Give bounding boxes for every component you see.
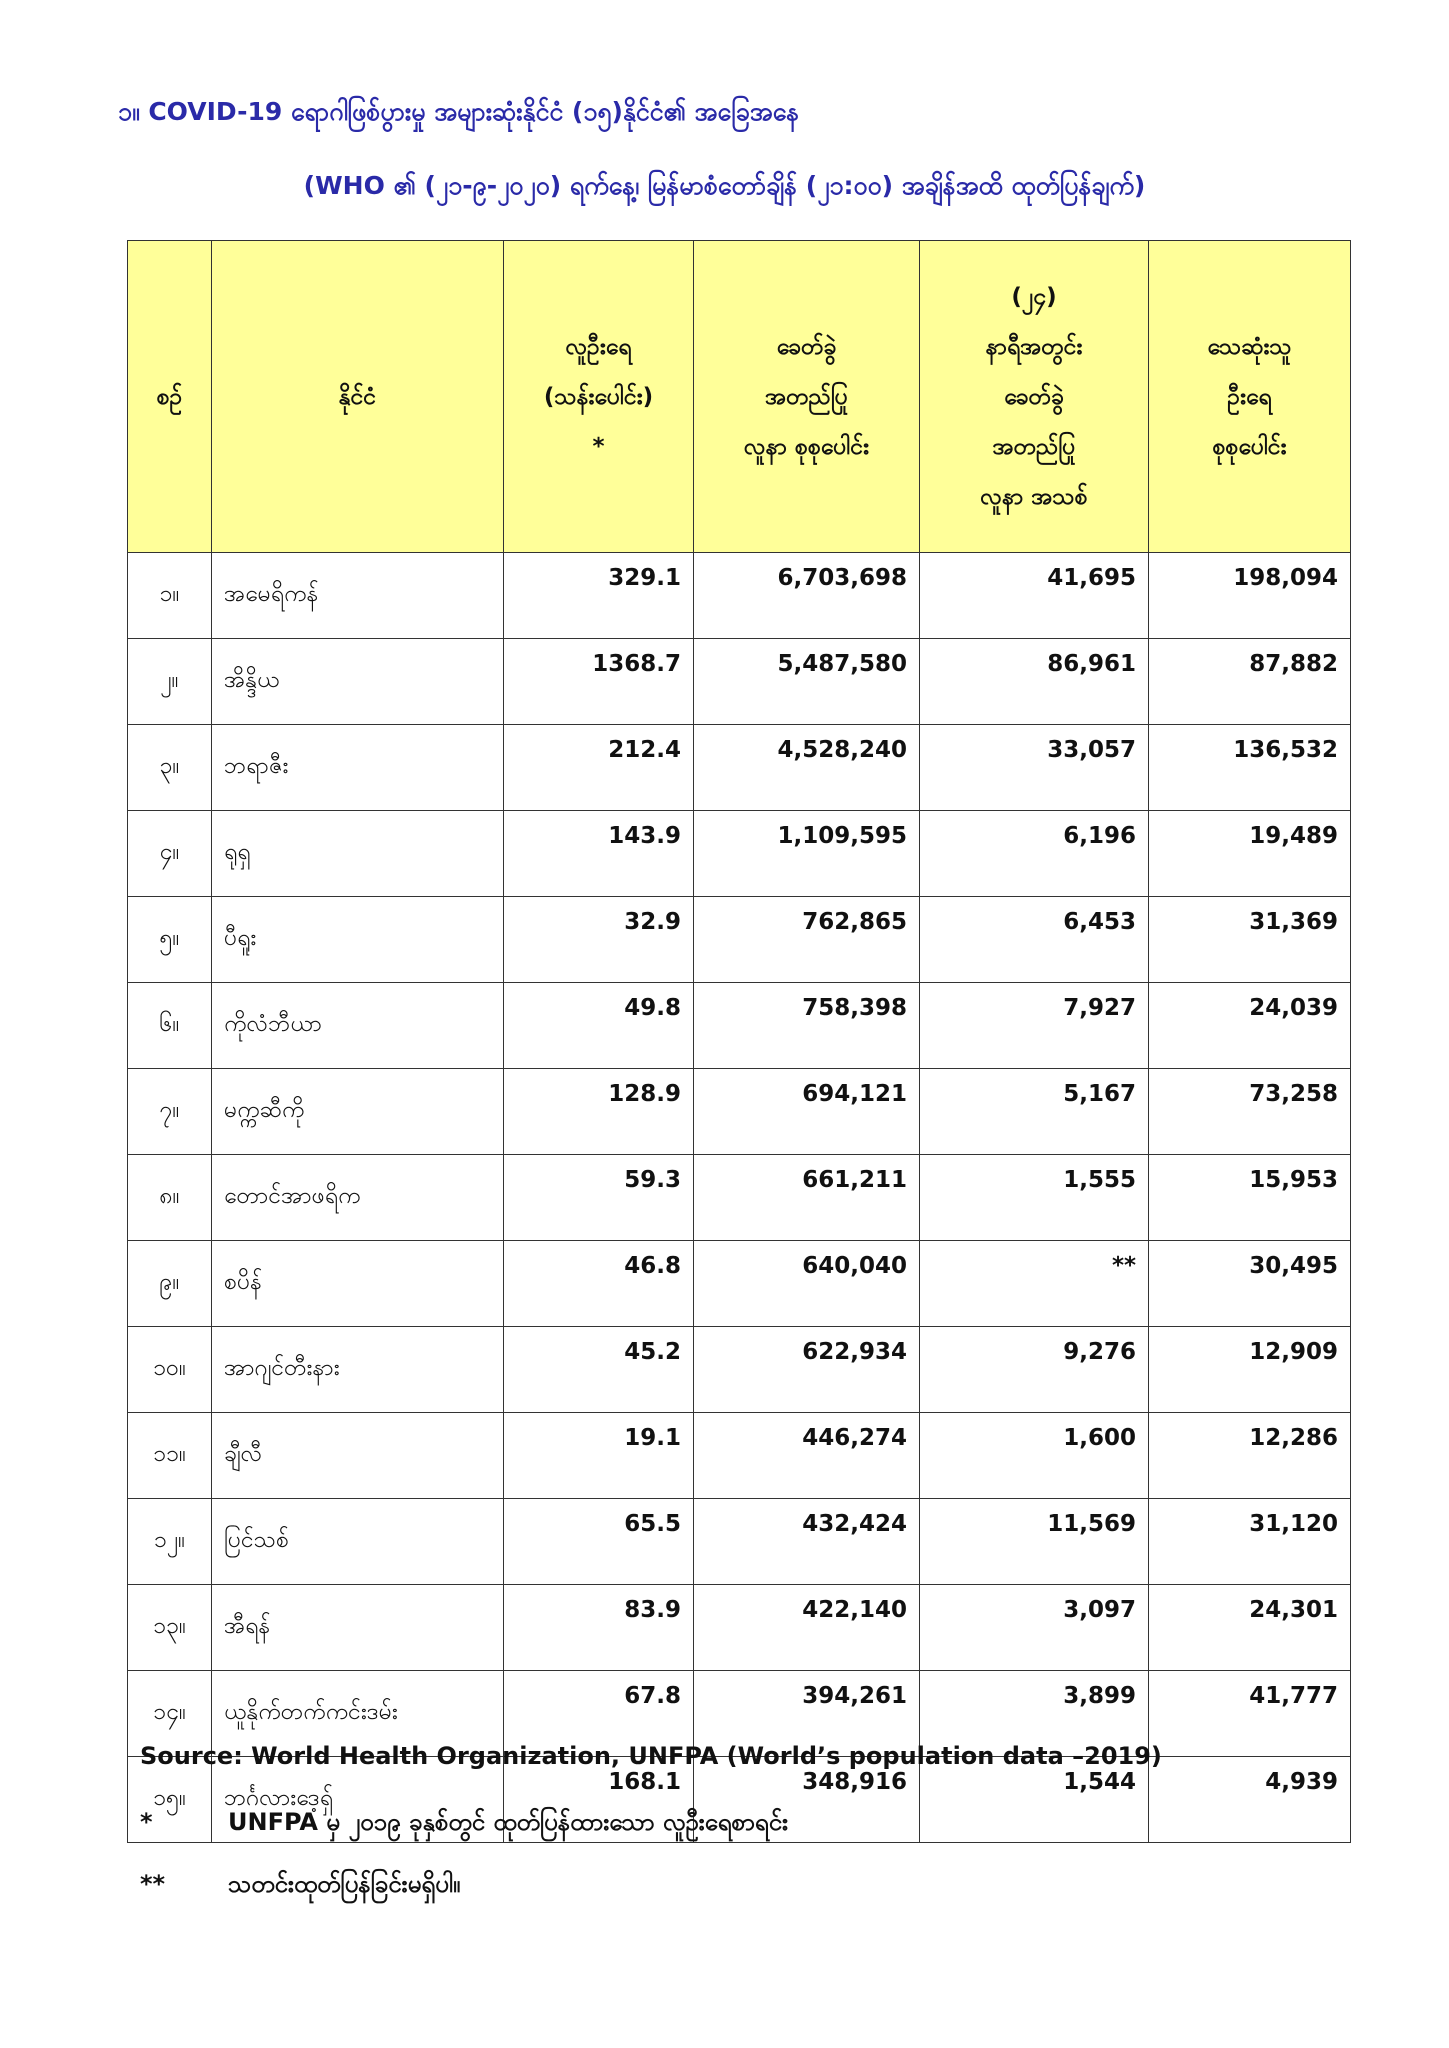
cell-country: မက္ကဆီကို (212, 1069, 504, 1155)
cell-new-cases: 6,453 (920, 897, 1149, 983)
cell-country: ချီလီ (212, 1413, 504, 1499)
table-row (128, 1155, 1351, 1241)
cell-country: ရုရှ (212, 811, 504, 897)
cell-population: 65.5 (504, 1499, 694, 1585)
cell-deaths: 198,094 (1149, 553, 1351, 639)
cell-new-cases: ** (920, 1241, 1149, 1327)
cell-new-cases: 1,555 (920, 1155, 1149, 1241)
cell-country: စပိန် (212, 1241, 504, 1327)
cell-deaths: 12,286 (1149, 1413, 1351, 1499)
cell-new-cases: 86,961 (920, 639, 1149, 725)
cell-total-cases: 432,424 (694, 1499, 920, 1585)
table-row (128, 1585, 1351, 1671)
cell-no: ၂။ (128, 639, 212, 725)
cell-country: ပီရူး (212, 897, 504, 983)
cell-new-cases: 5,167 (920, 1069, 1149, 1155)
table-row (128, 553, 1351, 639)
cell-country: ဘရာဇီး (212, 725, 504, 811)
table-row (128, 1327, 1351, 1413)
cell-no: ၁၄။ (128, 1671, 212, 1757)
footnote-text: သတင်းထုတ်ပြန်ခြင်းမရှိပါ။ (228, 1870, 461, 1898)
cell-total-cases: 6,703,698 (694, 553, 920, 639)
cell-new-cases: 1,544 (920, 1757, 1149, 1843)
cell-deaths: 24,301 (1149, 1585, 1351, 1671)
cell-population: 168.1 (504, 1757, 694, 1843)
cell-population: 32.9 (504, 897, 694, 983)
header-deaths: သေဆုံးသူ ဦးရေ စုစုပေါင်း (1149, 241, 1351, 553)
cell-no: ၉။ (128, 1241, 212, 1327)
cell-no: ၁၀။ (128, 1327, 212, 1413)
cell-total-cases: 661,211 (694, 1155, 920, 1241)
cell-population: 67.8 (504, 1671, 694, 1757)
cell-deaths: 136,532 (1149, 725, 1351, 811)
cell-country: အာဂျင်တီးနား (212, 1327, 504, 1413)
cell-no: ၃။ (128, 725, 212, 811)
cell-deaths: 24,039 (1149, 983, 1351, 1069)
footnote-mark: * (140, 1808, 153, 1836)
cell-new-cases: 7,927 (920, 983, 1149, 1069)
cell-total-cases: 5,487,580 (694, 639, 920, 725)
cell-country: ပြင်သစ် (212, 1499, 504, 1585)
cell-total-cases: 4,528,240 (694, 725, 920, 811)
cell-country: အမေရိကန် (212, 553, 504, 639)
footnote-text: UNFPA မှ ၂၀၁၉ ခုနှစ်တွင် ထုတ်ပြန်ထားသော လူဦးရေစာရင်း (228, 1808, 789, 1836)
cell-country: ယူနိုက်တက်ကင်းဒမ်း (212, 1671, 504, 1757)
page-subtitle: (WHO ၏ (၂၁-၉-၂၀၂၀) ရက်နေ့၊ မြန်မာစံတော်ချိန် (၂၁:၀၀) အချိန်အထိ ထုတ်ပြန်ချက်) (303, 171, 1146, 200)
page-title: ၁။ COVID-19 ရောဂါဖြစ်ပွားမှု အများဆုံးနိုင်ငံ (၁၅)နိုင်ငံ၏ အခြေအနေ (118, 97, 800, 126)
table-row (128, 1241, 1351, 1327)
cell-population: 59.3 (504, 1155, 694, 1241)
cell-population: 46.8 (504, 1241, 694, 1327)
cell-new-cases: 3,097 (920, 1585, 1149, 1671)
cell-total-cases: 758,398 (694, 983, 920, 1069)
cell-population: 83.9 (504, 1585, 694, 1671)
cell-deaths: 31,120 (1149, 1499, 1351, 1585)
cell-country: ကိုလံဘီယာ (212, 983, 504, 1069)
header-row (128, 241, 1351, 553)
cell-deaths: 12,909 (1149, 1327, 1351, 1413)
cell-no: ၁၂။ (128, 1499, 212, 1585)
cell-population: 49.8 (504, 983, 694, 1069)
cell-no: ၁၅။ (128, 1757, 212, 1843)
table-row (128, 897, 1351, 983)
cell-deaths: 73,258 (1149, 1069, 1351, 1155)
cell-no: ၆။ (128, 983, 212, 1069)
cell-country: အီရန် (212, 1585, 504, 1671)
footnote-no-report (140, 1868, 460, 1904)
cell-population: 19.1 (504, 1413, 694, 1499)
cell-no: ၁၁။ (128, 1413, 212, 1499)
cell-total-cases: 640,040 (694, 1241, 920, 1327)
cell-country: အိန္ဒိယ (212, 639, 504, 725)
cell-total-cases: 694,121 (694, 1069, 920, 1155)
cell-population: 212.4 (504, 725, 694, 811)
cell-no: ၄။ (128, 811, 212, 897)
cell-total-cases: 422,140 (694, 1585, 920, 1671)
source-note: Source: World Health Organization, UNFPA (World’s population data –2019) (140, 1742, 1162, 1770)
cell-deaths: 19,489 (1149, 811, 1351, 897)
header-country: နိုင်ငံ (212, 241, 504, 553)
cell-new-cases: 41,695 (920, 553, 1149, 639)
cell-deaths: 87,882 (1149, 639, 1351, 725)
covid-table (127, 240, 1351, 1843)
cell-new-cases: 33,057 (920, 725, 1149, 811)
header-population: လူဦးရေ (သန်းပေါင်း) * (504, 241, 694, 553)
cell-population: 128.9 (504, 1069, 694, 1155)
cell-total-cases: 762,865 (694, 897, 920, 983)
cell-deaths: 4,939 (1149, 1757, 1351, 1843)
table-row (128, 1499, 1351, 1585)
header-new-cases: (၂၄) နာရီအတွင်း ခေတ်ခွဲ အတည်ပြု လူနာ အသစ် (920, 241, 1149, 553)
table-row (128, 725, 1351, 811)
cell-country: တောင်အာဖရိက (212, 1155, 504, 1241)
cell-new-cases: 1,600 (920, 1413, 1149, 1499)
footnote-population (140, 1806, 788, 1842)
header-no: စဉ် (128, 241, 212, 553)
cell-deaths: 15,953 (1149, 1155, 1351, 1241)
cell-total-cases: 622,934 (694, 1327, 920, 1413)
cell-new-cases: 6,196 (920, 811, 1149, 897)
cell-population: 1368.7 (504, 639, 694, 725)
cell-no: ၅။ (128, 897, 212, 983)
table-row (128, 1413, 1351, 1499)
cell-new-cases: 9,276 (920, 1327, 1149, 1413)
cell-new-cases: 3,899 (920, 1671, 1149, 1757)
table-row (128, 639, 1351, 725)
cell-total-cases: 394,261 (694, 1671, 920, 1757)
table-row (128, 983, 1351, 1069)
cell-no: ၈။ (128, 1155, 212, 1241)
footnote-mark: ** (140, 1870, 166, 1898)
cell-deaths: 30,495 (1149, 1241, 1351, 1327)
cell-population: 143.9 (504, 811, 694, 897)
cell-total-cases: 446,274 (694, 1413, 920, 1499)
cell-population: 45.2 (504, 1327, 694, 1413)
cell-country: ဘင်္ဂလားဒေ့ရှ် (212, 1757, 504, 1843)
cell-no: ၁။ (128, 553, 212, 639)
header-total-cases: ခေတ်ခွဲ အတည်ပြု လူနာ စုစုပေါင်း (694, 241, 920, 553)
cell-deaths: 31,369 (1149, 897, 1351, 983)
cell-population: 329.1 (504, 553, 694, 639)
cell-total-cases: 1,109,595 (694, 811, 920, 897)
cell-deaths: 41,777 (1149, 1671, 1351, 1757)
cell-new-cases: 11,569 (920, 1499, 1149, 1585)
table-row (128, 1069, 1351, 1155)
cell-no: ၁၃။ (128, 1585, 212, 1671)
cell-no: ၇။ (128, 1069, 212, 1155)
cell-total-cases: 348,916 (694, 1757, 920, 1843)
table-row (128, 811, 1351, 897)
